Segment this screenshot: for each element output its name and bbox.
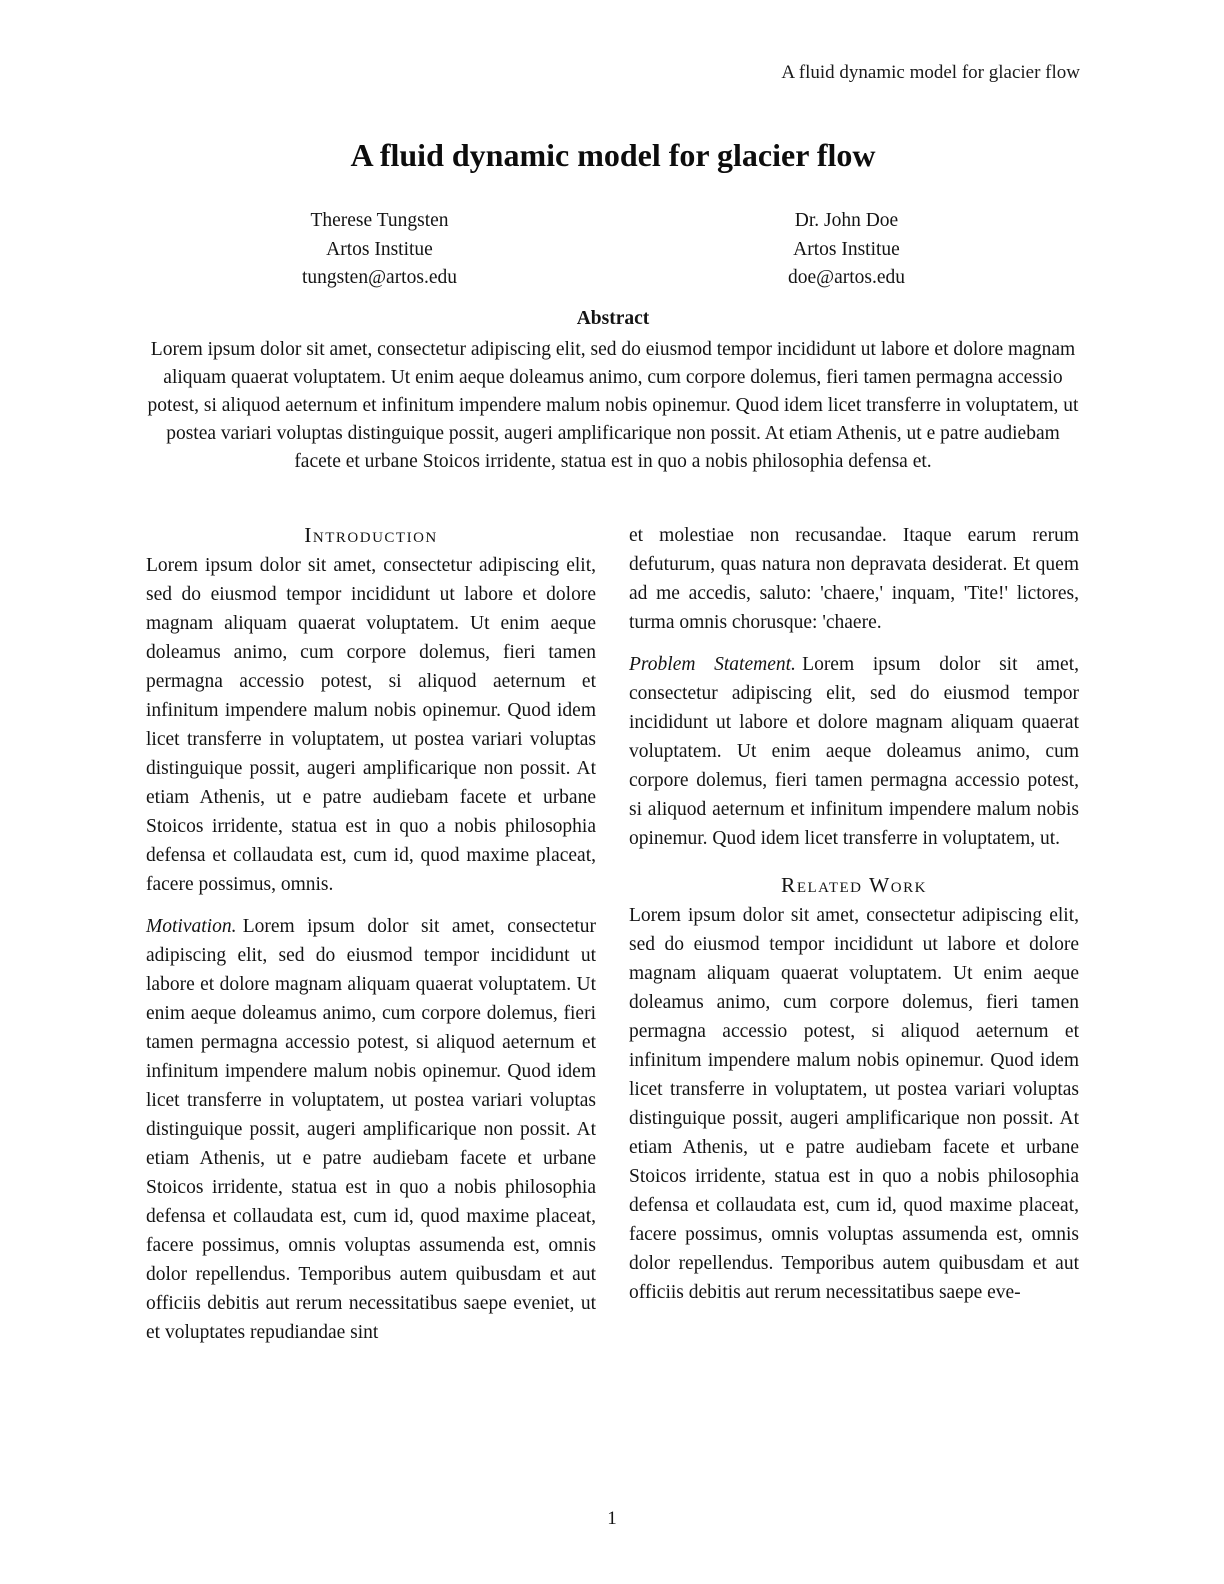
author-affiliation: Artos Institue [326, 238, 433, 260]
abstract-text: Lorem ipsum dolor sit amet, consectetur adipiscing elit, sed do eiusmod tempor incididunt ut labore et dolore magnam aliquam quaerat voluptatem. Ut enim aeque doleamus animo, cum corpore dolemus, fieri tamen permagna accessio potest, si aliquod aeternum et infinitum impendere malum nobis opinemur. Quod idem licet transferre in voluptatem, ut postea variari voluptas distinguique possit, augeri amplificarique non possit. At etiam Athenis, ut e patre audiebam facete et urbane Stoicos irridente, statua est in quo a nobis philosophia defensa et. [147, 338, 1079, 472]
author-name: Therese Tungsten [310, 210, 449, 231]
problem-statement-text: Lorem ipsum dolor sit amet, consectetur adipiscing elit, sed do eiusmod tempor incididunt ut labore et dolore magnam aliquam quaerat voluptatem. Ut enim aeque doleamus animo, cum corpore dolemus, fieri tamen permagna accessio potest, si aliquod aeternum et infinitum impendere malum nobis opinemur. Quod idem licet transferre in voluptatem, ut. [629, 653, 1080, 849]
motivation-paragraph-continuation: et molestiae non recusandae. Itaque earum rerum defuturum, quas natura non depravata desiderat. Et quem ad me accedis, saluto: 'chaere,' inquam, 'Tite!' lictores, turma omnis chorusque: 'chaere. [629, 524, 1079, 633]
author-2 [613, 207, 1080, 293]
author-affiliation: Artos Institue [793, 238, 900, 260]
author-block [146, 207, 1080, 293]
motivation-paragraph [146, 912, 596, 1347]
running-header: A fluid dynamic model for glacier flow [781, 62, 1080, 83]
two-column-body [146, 521, 1080, 1347]
author-1 [146, 207, 613, 293]
related-work-paragraph: Lorem ipsum dolor sit amet, consectetur adipiscing elit, sed do eiusmod tempor incididunt ut labore et dolore magnam aliquam quaerat voluptatem. Ut enim aeque doleamus animo, cum corpore dolemus, fieri tamen permagna accessio potest, si aliquod aeternum et infinitum impendere malum nobis opinemur. Quod idem licet transferre in voluptatem, ut postea variari voluptas distinguique possit, augeri amplificarique non possit. At etiam Athenis, ut e patre audiebam facete et urbane Stoicos irridente, statua est in quo a nobis philosophia defensa et collaudata est, cum id, quod maxime placeat, facere possimus, omnis voluptas assumenda est, omnis dolor repellendus. Temporibus autem quibusdam et aut officiis debitis aut rerum necessitatibus saepe eve- [629, 904, 1079, 1303]
author-email: tungsten@artos.edu [302, 267, 457, 288]
page-number: 1 [607, 1508, 617, 1529]
problem-statement-paragraph [629, 650, 1079, 853]
runin-heading-motivation: Motivation. [146, 915, 237, 937]
section-heading-introduction: Introduction [304, 522, 438, 547]
motivation-text: Lorem ipsum dolor sit amet, consectetur adipiscing elit, sed do eiusmod tempor incididunt ut labore et dolore magnam aliquam quaerat voluptatem. Ut enim aeque doleamus animo, cum corpore dolemus, fieri tamen permagna accessio potest, si aliquod aeternum et infinitum impendere malum nobis opinemur. Quod idem licet transferre in voluptatem, ut postea variari voluptas distinguique possit, augeri amplificarique non possit. At etiam Athenis, ut e patre audiebam facete et urbane Stoicos irridente, statua est in quo a nobis philosophia defensa et collaudata est, cum id, quod maxime placeat, facere possimus, omnis voluptas assumenda est, omnis dolor repellendus. Temporibus autem quibusdam et aut officiis debitis aut rerum necessitatibus saepe eveniet, ut et voluptates repudiandae sint [146, 915, 596, 1343]
section-heading-related-work: Related Work [781, 872, 927, 897]
author-name: Dr. John Doe [794, 210, 899, 231]
introduction-paragraph: Lorem ipsum dolor sit amet, consectetur adipiscing elit, sed do eiusmod tempor incididunt ut labore et dolore magnam aliquam quaerat voluptatem. Ut enim aeque doleamus animo, cum corpore dolemus, fieri tamen permagna accessio potest, si aliquod aeternum et infinitum impendere malum nobis opinemur. Quod idem licet transferre in voluptatem, ut postea variari voluptas distinguique possit, augeri amplificarique non possit. At etiam Athenis, ut e patre audiebam facete et urbane Stoicos irridente, statua est in quo a nobis philosophia defensa et collaudata est, cum id, quod maxime placeat, facere possimus, omnis. [146, 554, 596, 895]
paper-title: A fluid dynamic model for glacier flow [350, 137, 876, 173]
abstract-heading: Abstract [576, 307, 650, 329]
left-column [146, 521, 596, 1347]
author-email: doe@artos.edu [787, 267, 906, 288]
right-column [629, 521, 1079, 1347]
runin-heading-problem-statement: Problem Statement. [629, 653, 796, 675]
